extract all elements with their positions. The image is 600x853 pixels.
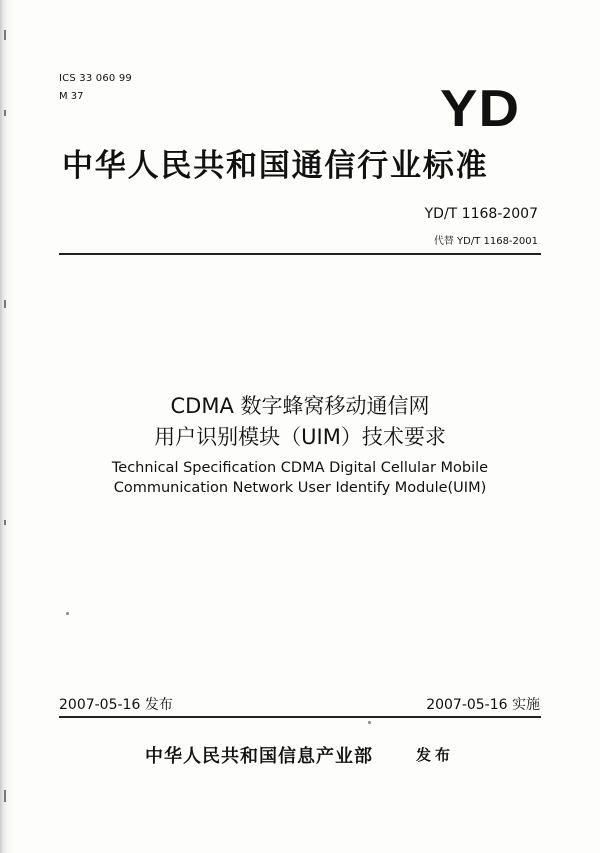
bottom-divider — [59, 716, 541, 718]
classification-code: M 37 — [59, 91, 84, 102]
replaces-standard: 代替 YD/T 1168-2001 — [433, 236, 538, 247]
title-zh-line-1: CDMA 数字蜂窝移动通信网 — [170, 394, 430, 418]
ics-code: ICS 33 060 99 — [59, 73, 132, 84]
publisher-name: 中华人民共和国信息产业部 — [145, 746, 373, 767]
title-zh-line-2: 用户识别模块（UIM）技术要求 — [154, 425, 446, 449]
scan-speck — [66, 612, 69, 615]
top-divider — [59, 253, 541, 255]
implementation-date: 2007-05-16 实施 — [426, 697, 540, 713]
scan-speck — [368, 721, 371, 724]
publish-label: 发布 — [416, 746, 455, 764]
yd-logo: YD — [440, 80, 521, 138]
issue-date: 2007-05-16 发布 — [59, 697, 173, 713]
standard-category-title: 中华人民共和国通信行业标准 — [62, 148, 489, 184]
standard-number: YD/T 1168-2007 — [424, 206, 538, 222]
title-en-line-2: Communication Network User Identify Module(UIM) — [113, 480, 487, 496]
title-en-line-1: Technical Specification CDMA Digital Cellular Mobile — [111, 460, 489, 476]
